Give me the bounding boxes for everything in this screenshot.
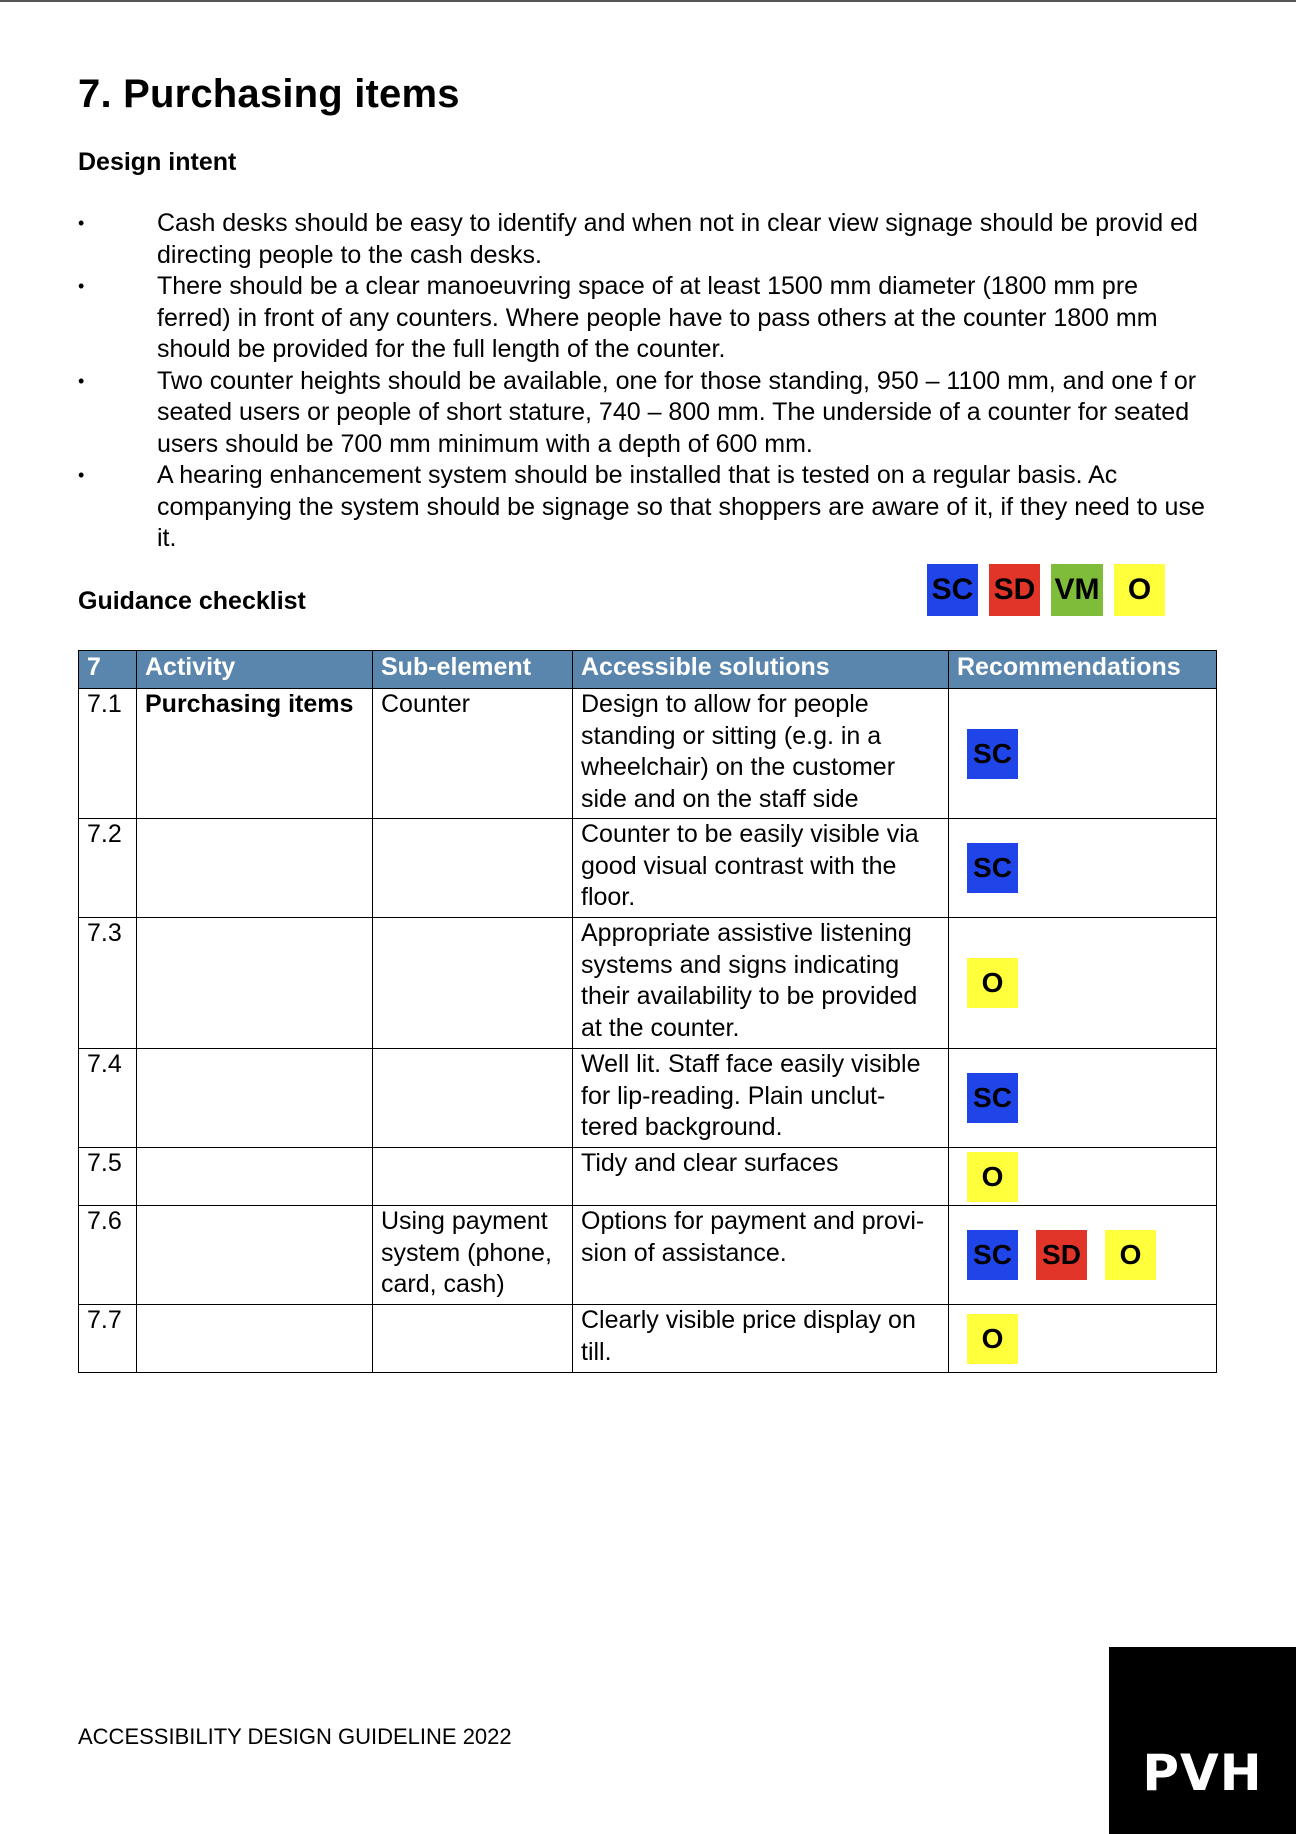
- row-solution: Design to allow for people standing or sitting (e.g. in a wheelchair) on the customer side and on the staff side: [573, 689, 949, 819]
- row-sub-element: [373, 819, 573, 918]
- row-number: 7.1: [79, 689, 137, 819]
- row-solution: Well lit. Staff face easily visible for lip-reading. Plain unclut-tered background.: [573, 1049, 949, 1148]
- top-border: [0, 0, 1296, 2]
- design-intent-list: [78, 208, 1218, 555]
- legend-badge-sc: SC: [927, 564, 978, 616]
- table-row: [79, 1148, 1217, 1206]
- badge-o: O: [967, 1314, 1018, 1364]
- table-body: [79, 689, 1217, 1373]
- row-solution: Counter to be easily visible via good visual contrast with the floor.: [573, 819, 949, 918]
- table-row: [79, 1049, 1217, 1148]
- guidance-checklist-heading: Guidance checklist: [78, 587, 306, 615]
- badge-sc: SC: [967, 843, 1018, 893]
- row-sub-element: Using payment system (phone, card, cash): [373, 1206, 573, 1305]
- row-sub-element: [373, 1148, 573, 1206]
- row-solution: Clearly visible price display on till.: [573, 1305, 949, 1373]
- bullet-text: There should be a clear manoeuvring space of at least 1500 mm diameter (1800 mm pre ferred) in front of any counters. Where people have to pass others at the counter 1800 mm should be provided for the full length of the counter.: [157, 272, 1158, 363]
- table-row: [79, 1305, 1217, 1373]
- recommendation-legend: [927, 564, 1165, 616]
- row-activity: [137, 1148, 373, 1206]
- header-sub-element: Sub-element: [373, 651, 573, 689]
- table-row: [79, 689, 1217, 819]
- row-sub-element: Counter: [373, 689, 573, 819]
- badge-sc: SC: [967, 1073, 1018, 1123]
- badge-sc: SC: [967, 1230, 1018, 1280]
- bullet-dot: •: [78, 213, 85, 233]
- row-recommendations: [949, 1305, 1217, 1373]
- row-activity: [137, 1305, 373, 1373]
- legend-badge-sd: SD: [989, 564, 1040, 616]
- pvh-logo: [1109, 1647, 1296, 1834]
- bullet-text: A hearing enhancement system should be installed that is tested on a regular basis. Ac companying the system should be signage so that shoppers are aware of it, if they need to use it.: [157, 461, 1205, 552]
- table-row: [79, 1206, 1217, 1305]
- table-header-row: [79, 651, 1217, 689]
- guidance-checklist-table: [78, 650, 1217, 1373]
- bullet-text: Cash desks should be easy to identify and when not in clear view signage should be provid ed directing people to the cash desks.: [157, 209, 1198, 269]
- row-recommendations: [949, 1148, 1217, 1206]
- badge-o: O: [967, 1152, 1018, 1202]
- bullet-dot: •: [78, 370, 85, 391]
- header-accessible-solutions: Accessible solutions: [573, 651, 949, 689]
- row-solution: Options for payment and provi-sion of assistance.: [573, 1206, 949, 1305]
- row-recommendations: [949, 918, 1217, 1049]
- row-activity: [137, 918, 373, 1049]
- badge-o: O: [1105, 1230, 1156, 1280]
- header-recommendations: Recommendations: [949, 651, 1217, 689]
- page-title: 7. Purchasing items: [78, 72, 460, 116]
- badge-sd: SD: [1036, 1230, 1087, 1280]
- row-sub-element: [373, 1049, 573, 1148]
- badge-sc: SC: [967, 729, 1018, 779]
- badge-o: O: [967, 958, 1018, 1008]
- bullet-item: [78, 208, 1218, 271]
- design-intent-heading: Design intent: [78, 148, 237, 176]
- legend-badge-vm: VM: [1051, 564, 1103, 616]
- bullet-text: Two counter heights should be available, one for those standing, 950 – 1100 mm, and one f or seated users or people of short stature, 740 – 800 mm. The underside of a counter for seated users should be 700 mm minimum with a depth of 600 mm.: [157, 366, 1197, 458]
- row-number: 7.7: [79, 1305, 137, 1373]
- header-number: 7: [79, 651, 137, 689]
- row-sub-element: [373, 1305, 573, 1373]
- footer-text: ACCESSIBILITY DESIGN GUIDELINE 2022: [78, 1724, 512, 1749]
- bullet-item: [78, 271, 1218, 366]
- bullet-item: [78, 366, 1218, 461]
- row-recommendations: [949, 819, 1217, 918]
- row-activity: [137, 1206, 373, 1305]
- row-solution: Appropriate assistive listening systems and signs indicating their availability to be provided at the counter.: [573, 918, 949, 1049]
- row-activity: [137, 1049, 373, 1148]
- row-number: 7.4: [79, 1049, 137, 1148]
- row-solution: Tidy and clear surfaces: [573, 1148, 949, 1206]
- legend-badge-o: O: [1114, 564, 1165, 616]
- table-row: [79, 918, 1217, 1049]
- table-row: [79, 819, 1217, 918]
- bullet-dot: •: [78, 465, 85, 485]
- row-number: 7.2: [79, 819, 137, 918]
- row-recommendations: [949, 1049, 1217, 1148]
- row-recommendations: [949, 1206, 1217, 1305]
- row-sub-element: [373, 918, 573, 1049]
- header-activity: Activity: [137, 651, 373, 689]
- row-activity: [137, 819, 373, 918]
- row-activity: Purchasing items: [137, 689, 373, 819]
- row-number: 7.6: [79, 1206, 137, 1305]
- bullet-item: [78, 460, 1218, 555]
- row-recommendations: [949, 689, 1217, 819]
- bullet-dot: •: [78, 276, 85, 296]
- row-number: 7.3: [79, 918, 137, 1049]
- logo-text: PVH: [1142, 1744, 1263, 1802]
- row-number: 7.5: [79, 1148, 137, 1206]
